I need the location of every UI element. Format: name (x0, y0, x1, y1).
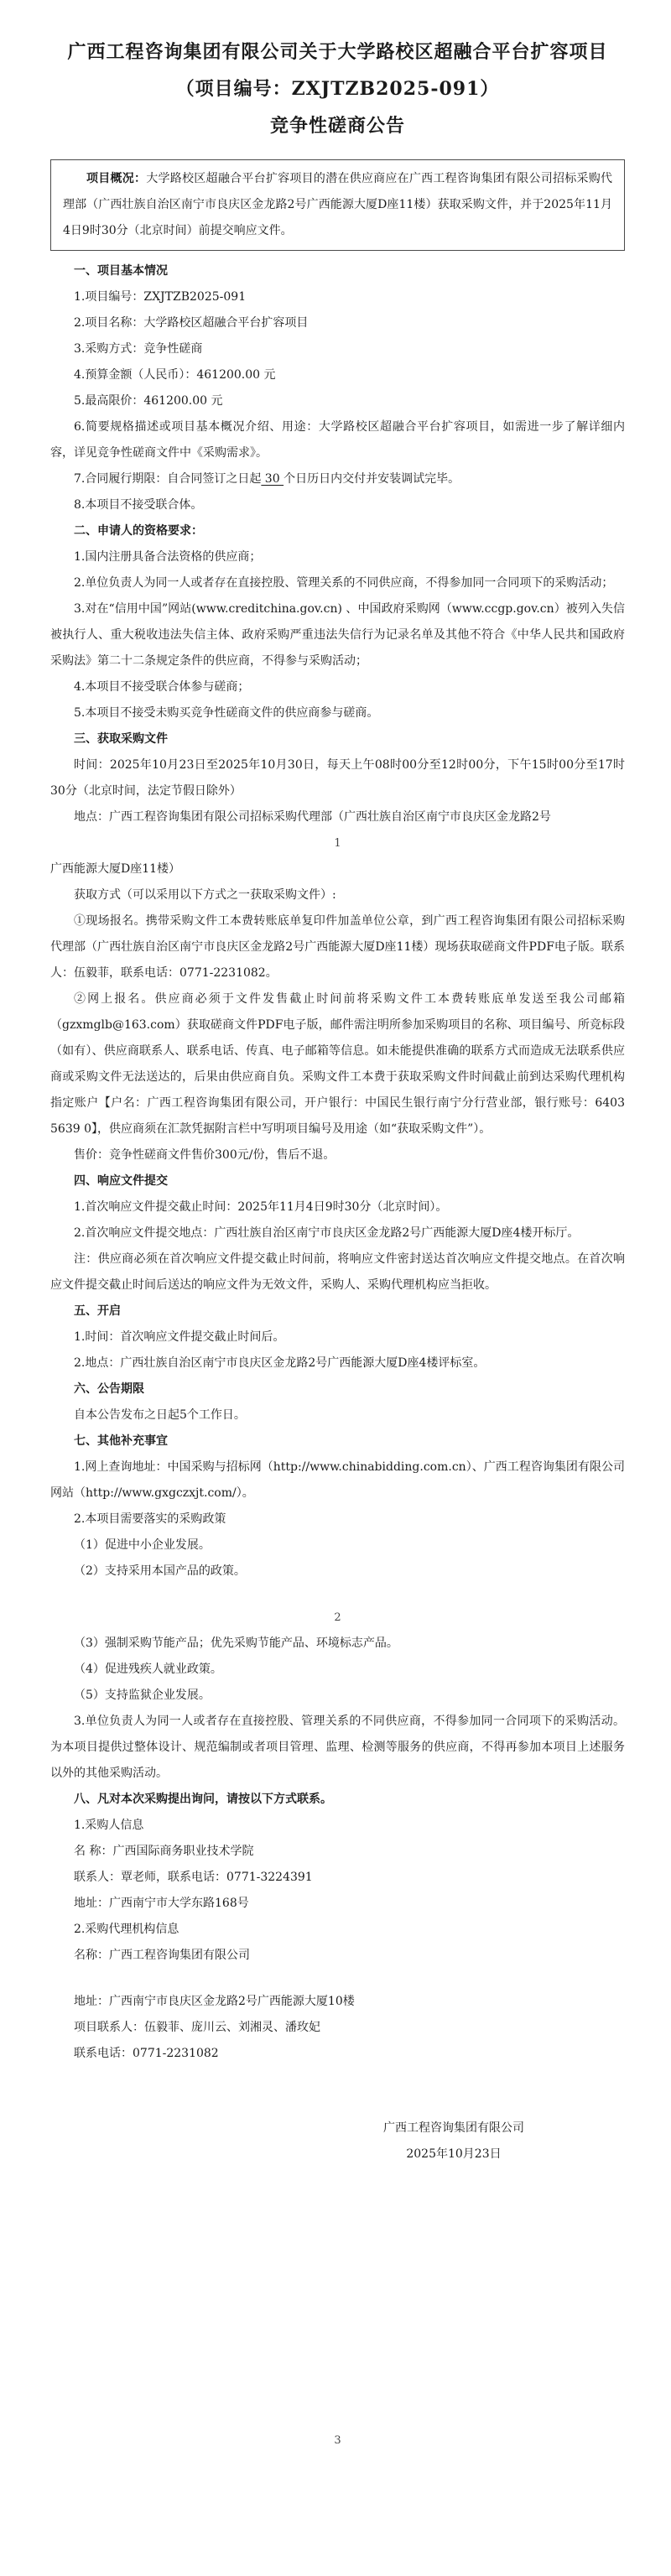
project-summary-label: 项目概况： (86, 172, 147, 185)
paragraph: 地址：广西南宁市良庆区金龙路2号广西能源大厦10楼 (74, 1995, 355, 2008)
paragraph: 1.网上查询地址：中国采购与招标网（http://www.chinabidding.com.cn）、广西工程咨询集团有限公司网站（http://www.gxgczxjt.com/）。 (50, 1460, 625, 1500)
section-heading: 四、响应文件提交 (74, 1174, 168, 1188)
paragraph: 8.本项目不接受联合体。 (74, 498, 203, 512)
paragraph: 1.首次响应文件提交截止时间：2025年11月4日9时30分（北京时间）。 (74, 1200, 448, 1214)
paragraph: 联系电话：0771-2231082 (74, 2047, 219, 2060)
spacer (50, 1969, 625, 1989)
page-number-footer: 3 (334, 2434, 341, 2447)
paragraph: 地址：广西南宁市大学东路168号 (74, 1897, 249, 1910)
section-heading: 二、申请人的资格要求： (74, 524, 203, 538)
paragraph: ②网上报名。供应商必须于文件发售截止时间前将采购文件工本费转账底单发送至我公司邮箱（gzxmglb@163.com）获取磋商文件PDF电子版，邮件需注明所参加采购项目的名称、项目编号、所竞标段（如有）、供应商联系人、联系电话、传真、电子邮箱等信息。如未能提供准确的联系方式而造成无法联系供应商或采购文件无法送达的，后果由供应商自负。采购文件工本费于获取采购文件时间截止前到达采购代理机构指定账户【户名：广西工程咨询集团有限公司，开户银行：中国民生银行南宁分行营业部，银行账号：6403 5639 0】，供应商须在汇款凭据附言栏中写明项目编号及用途（如“获取采购文件”）。 (50, 992, 625, 1136)
text-run: 个日历日内交付并安装调试完毕。 (283, 472, 460, 486)
paragraph: 注：供应商必须在首次响应文件提交截止时间前，将响应文件密封送达首次响应文件提交地点。在首次响应文件提交截止时间后送达的响应文件为无效文件，采购人、采购代理机构应当拒收。 (50, 1252, 625, 1292)
paragraph: 时间：2025年10月23日至2025年10月30日，每天上午08时00分至12时00分，下午15时00分至17时30分（北京时间，法定节假日除外） (50, 758, 625, 798)
paragraph: 3.采购方式：竞争性磋商 (74, 342, 203, 356)
paragraph: 4.本项目不接受联合体参与磋商； (74, 680, 250, 694)
paragraph (50, 466, 625, 492)
document-title-line-2: （项目编号：ZXJTZB2025-091） (175, 78, 500, 100)
paragraph: 1.项目编号：ZXJTZB2025-091 (74, 290, 247, 304)
paragraph: 名 称：广西国际商务职业技术学院 (74, 1845, 254, 1858)
section-heading: 一、项目基本情况 (74, 264, 168, 278)
document-title-line-3: 竞争性磋商公告 (269, 115, 405, 137)
paragraph: 联系人：覃老师，联系电话：0771-3224391 (74, 1871, 313, 1884)
page-number: 2 (334, 1611, 341, 1624)
signature-inner (383, 2115, 524, 2167)
paragraph: 2.首次响应文件提交地点：广西壮族自治区南宁市良庆区金龙路2号广西能源大厦D座4楼开标厅。 (74, 1226, 580, 1240)
paragraph: 5.最高限价：461200.00 元 (74, 394, 223, 408)
paragraph: 2.单位负责人为同一人或者存在直接控股、管理关系的不同供应商，不得参加同一合同项下的采购活动； (74, 576, 614, 590)
paragraph: 6.简要规格描述或项目基本概况介绍、用途：大学路校区超融合平台扩容项目，如需进一步了解详细内容，详见竞争性磋商文件中《采购需求》。 (50, 420, 625, 460)
section-heading: 三、获取采购文件 (74, 732, 168, 746)
document-blocks (50, 258, 625, 2067)
paragraph: 3.对在“信用中国”网站(www.creditchina.gov.cn) 、中国政府采购网（www.ccgp.gov.cn）被列入失信被执行人、重大税收违法失信主体、政府采购严重违法失信行为记录名单及其他不符合《中华人民共和国政府采购法》第二十二条规定条件的供应商，不得参与采购活动； (50, 602, 625, 668)
paragraph: 1.时间：首次响应文件提交截止时间后。 (74, 1330, 285, 1344)
paragraph: 2.采购代理机构信息 (74, 1923, 179, 1936)
page-number: 1 (334, 837, 341, 850)
paragraph: 4.预算金额（人民币）：461200.00 元 (74, 368, 276, 382)
section-heading: 五、开启 (74, 1304, 121, 1318)
spacer (50, 1585, 625, 1605)
paragraph-continuation: 广西能源大厦D座11楼） (50, 862, 181, 876)
section-heading: 六、公告期限 (74, 1382, 144, 1396)
section-heading: 七、其他补充事宜 (74, 1434, 168, 1448)
paragraph: 自本公告发布之日起5个工作日。 (74, 1408, 246, 1422)
paragraph: 地点：广西工程咨询集团有限公司招标采购代理部（广西壮族自治区南宁市良庆区金龙路2号 (74, 810, 551, 824)
paragraph: （2）支持采用本国产品的政策。 (74, 1564, 246, 1578)
project-summary-paragraph (63, 166, 612, 244)
paragraph: 获取方式（可以采用以下方式之一获取采购文件）: (74, 888, 336, 902)
paragraph: 2.项目名称：大学路校区超融合平台扩容项目 (74, 316, 309, 330)
paragraph: 5.本项目不接受未购买竞争性磋商文件的供应商参与磋商。 (74, 706, 379, 720)
underlined-text: 30 (261, 472, 284, 486)
paragraph: 2.地点：广西壮族自治区南宁市良庆区金龙路2号广西能源大厦D座4楼评标室。 (74, 1356, 486, 1370)
signature-date: 2025年10月23日 (406, 2147, 502, 2161)
paragraph: 3.单位负责人为同一人或者存在直接控股、管理关系的不同供应商，不得参加同一合同项下的采购活动。为本项目提供过整体设计、规范编制或者项目管理、监理、检测等服务的供应商，不得再参加本项目上述服务以外的其他采购活动。 (50, 1715, 625, 1780)
paragraph: （4）促进残疾人就业政策。 (74, 1663, 222, 1676)
signature-company: 广西工程咨询集团有限公司 (383, 2121, 524, 2135)
paragraph: （1）促进中小企业发展。 (74, 1538, 211, 1552)
section-heading: 八、凡对本次采购提出询问，请按以下方式联系。 (74, 1793, 332, 1806)
paragraph: （5）支持监狱企业发展。 (74, 1689, 211, 1702)
text-run: 7.合同履行期限：自合同签订之日起 (74, 472, 262, 486)
project-summary-box (50, 159, 625, 251)
paragraph: 1.国内注册具备合法资格的供应商； (74, 550, 262, 564)
project-summary-text: 大学路校区超融合平台扩容项目的潜在供应商应在广西工程咨询集团有限公司招标采购代理部（广西壮族自治区南宁市良庆区金龙路2号广西能源大厦D座11楼）获取采购文件，并于2025年11月4日9时30分（北京时间）前提交响应文件。 (63, 172, 612, 237)
document-title-line-1: 广西工程咨询集团有限公司关于大学路校区超融合平台扩容项目 (67, 41, 608, 63)
paragraph: （3）强制采购节能产品；优先采购节能产品、环境标志产品。 (74, 1637, 398, 1650)
paragraph: 2.本项目需要落实的采购政策 (74, 1512, 226, 1526)
signature-block (50, 2115, 625, 2167)
paragraph: 1.采购人信息 (74, 1819, 144, 1832)
paragraph: 售价：竞争性磋商文件售价300元/份，售后不退。 (74, 1148, 336, 1162)
paragraph: ①现场报名。携带采购文件工本费转账底单复印件加盖单位公章，到广西工程咨询集团有限公司招标采购代理部（广西壮族自治区南宁市良庆区金龙路2号广西能源大厦D座11楼）现场获取磋商文件PDF电子版。联系人：伍毅菲，联系电话：0771-2231082。 (50, 914, 625, 980)
paragraph: 项目联系人：伍毅菲、庞川云、刘湘灵、潘玫妃 (74, 2021, 320, 2034)
paragraph: 名称：广西工程咨询集团有限公司 (74, 1949, 250, 1962)
